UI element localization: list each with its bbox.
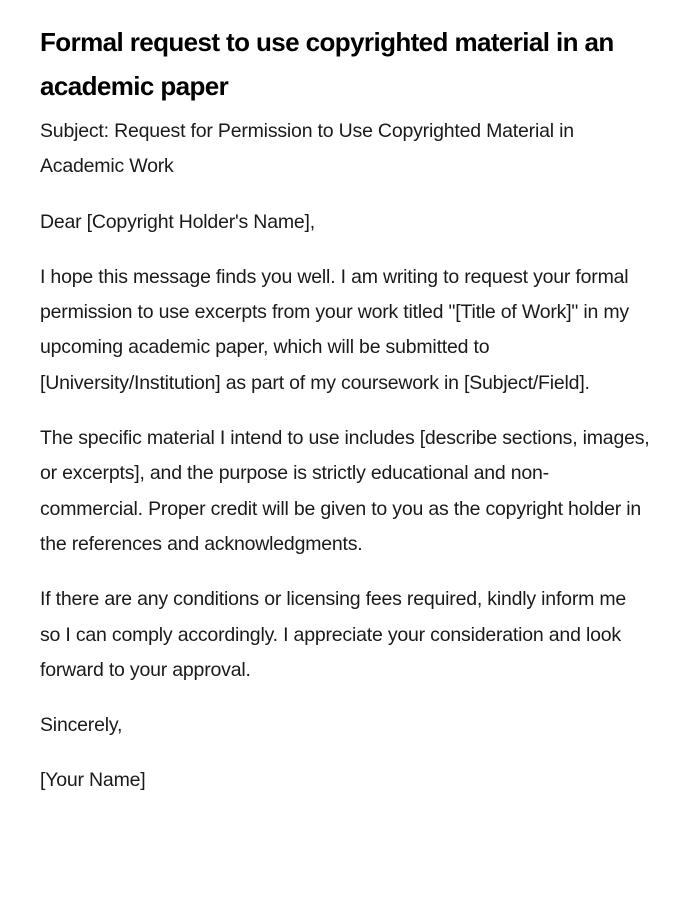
closing: Sincerely, [40,714,123,737]
salutation: Dear [Copyright Holder's Name], [40,210,315,233]
document-title: Formal request to use copyrighted material in an academic paper [40,27,614,101]
body-paragraph-intro: I hope this message finds you well. I am writing to request your formal permission to use excerpts from your work titled "[Title of Work]" in my upcoming academic paper, which will be submitted to [University/Institution] as part of my coursework in [Subject/Field]. [40,265,629,394]
body-paragraph-material: The specific material I intend to use includes [describe sections, images, or excerpts], and the purpose is strictly educational and non-commercial. Proper credit will be given to you as the copyright holder in the references and acknowledgments. [40,427,650,555]
subject-line: Subject: Request for Permission to Use Copyrighted Material in Academic Work [40,120,574,178]
body-paragraph-conditions: If there are any conditions or licensing fees required, kindly inform me so I can comply accordingly. I appreciate your consideration and look forward to your approval. [40,588,627,681]
letter-document [40,20,650,819]
signature: [Your Name] [40,769,146,792]
